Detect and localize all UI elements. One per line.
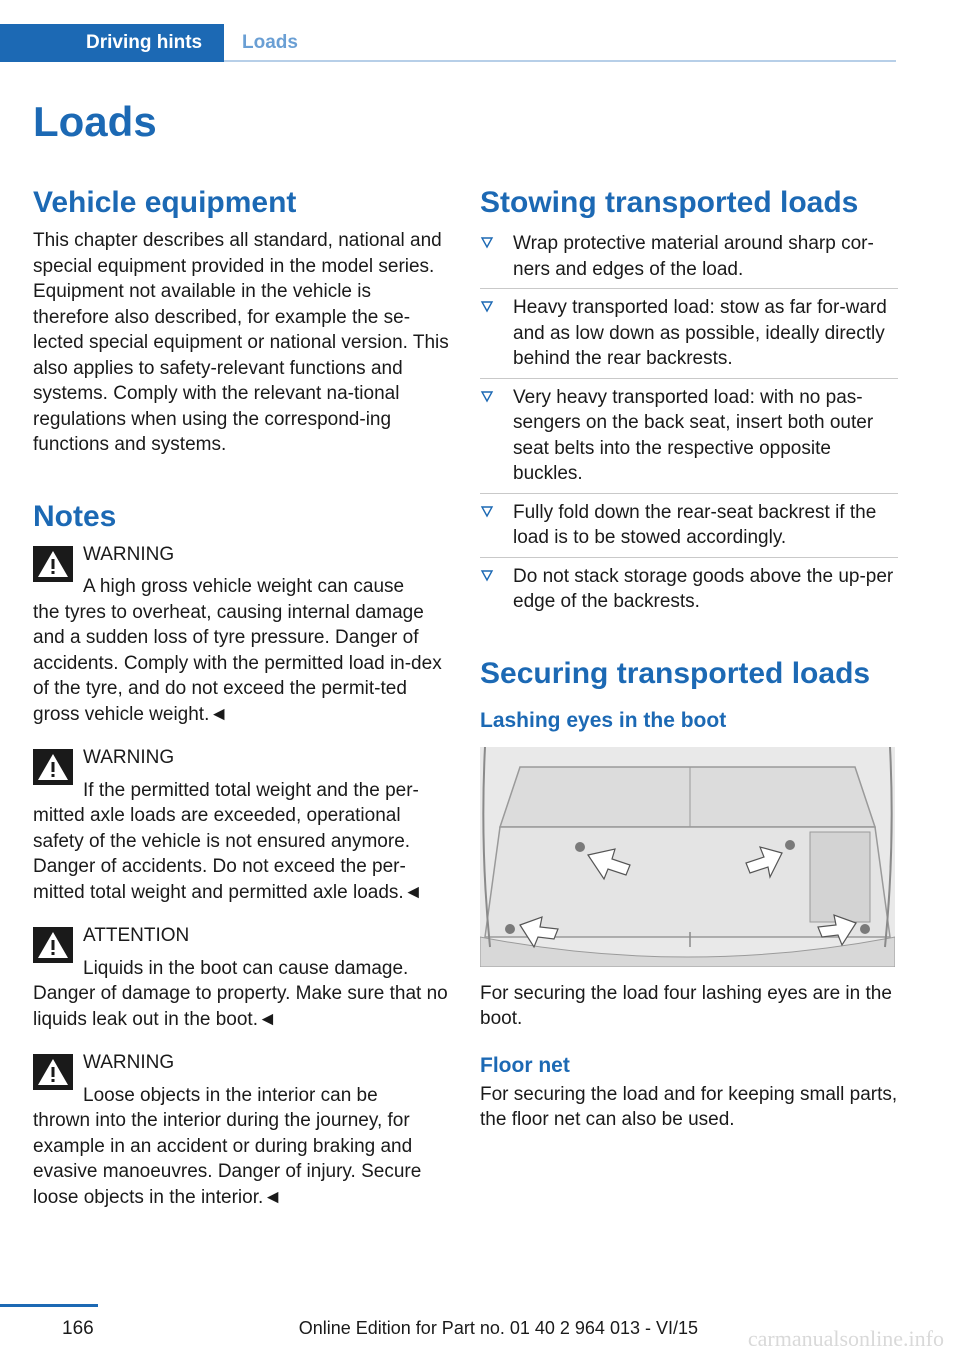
- triangle-bullet-icon: [480, 390, 494, 404]
- warning-triangle-icon: [33, 1054, 73, 1090]
- list-item-text: Very heavy transported load: with no pas-sengers on the back seat, insert both outer seat belts into the respective opposite buckles.: [513, 386, 874, 484]
- footer-divider: [0, 1304, 98, 1307]
- list-item-text: Do not stack storage goods above the up-per edge of the backrests.: [513, 565, 894, 612]
- notes-heading: Notes: [33, 499, 117, 533]
- warning-triangle-icon: [33, 927, 73, 963]
- left-column: [33, 184, 451, 1210]
- stowing-list: [480, 231, 898, 621]
- attention-block: [33, 923, 451, 1032]
- list-item: [480, 385, 898, 494]
- warning-first-line: If the permitted total weight and the per-: [83, 779, 419, 801]
- warning-block: [33, 542, 451, 728]
- warning-first-line: A high gross vehicle weight can cause: [83, 576, 405, 597]
- lashing-eyes-text: For securing the load four lashing eyes are in the boot.: [480, 982, 892, 1029]
- warning-text: the tyres to overheat, causing internal damage and a sudden loss of tyre pressure. Danger of accidents. Comply with the permitted load in-dex of the tyre, and do not exceed the permit-ted gross vehicle weight.◄: [33, 601, 442, 725]
- warning-first-line: Loose objects in the interior can be: [83, 1084, 378, 1106]
- attention-label: ATTENTION: [83, 925, 190, 946]
- triangle-bullet-icon: [480, 236, 494, 250]
- warning-triangle-icon: [33, 546, 73, 582]
- warning-triangle-icon: [33, 749, 73, 785]
- header-divider: [224, 60, 896, 62]
- lashing-eyes-heading: Lashing eyes in the boot: [480, 708, 727, 732]
- warning-label: WARNING: [83, 1052, 175, 1073]
- warning-label: WARNING: [83, 543, 175, 565]
- floor-net-heading: Floor net: [480, 1053, 570, 1077]
- watermark: carmanualsonline.info: [747, 1326, 944, 1351]
- list-item: [480, 231, 898, 289]
- stowing-heading: Stowing transported loads: [480, 186, 859, 219]
- list-item: [480, 564, 898, 621]
- warning-text: mitted axle loads are exceeded, operational safety of the vehicle is not ensured anymore. Danger of accidents. Do not exceed the per-mitted total weight and permitted axle loads.◄: [33, 805, 423, 903]
- warning-first-line: Liquids in the boot can cause damage.: [83, 957, 409, 979]
- vehicle-equipment-text: This chapter describes all standard, national and special equipment provided in the model series. Equipment not available in the vehicle is therefore also described, for example the se-lected special equipment or national version. This also applies to safety-relevant functions and systems. Comply with the relevant na-tional regulations when using the correspond-ing functions and systems.: [33, 230, 449, 455]
- warning-text: Danger of damage to property. Make sure that no liquids leak out in the boot.◄: [33, 983, 448, 1030]
- floor-net-text: For securing the load and for keeping small parts, the floor net can also be used.: [480, 1083, 898, 1130]
- boot-lashing-eyes-illustration: [480, 747, 895, 967]
- list-item: [480, 500, 898, 558]
- list-item-text: Heavy transported load: stow as far for-ward and as low down as possible, ideally directly behind the rear backrests.: [513, 297, 887, 369]
- triangle-bullet-icon: [480, 569, 494, 583]
- edition-text: Online Edition for Part no. 01 40 2 964 013 - VI/15: [298, 1318, 698, 1338]
- warning-label: WARNING: [83, 747, 175, 768]
- triangle-bullet-icon: [480, 300, 494, 314]
- warning-block: [33, 745, 451, 905]
- section-tab: Driving hints: [0, 24, 224, 62]
- page-header: [0, 24, 896, 62]
- warning-block: [33, 1050, 451, 1210]
- page-title: Loads: [33, 98, 157, 145]
- vehicle-equipment-heading: Vehicle equipment: [33, 186, 297, 219]
- securing-heading: Securing transported loads: [480, 656, 871, 690]
- topic-tab: Loads: [242, 32, 298, 53]
- list-item-text: Fully fold down the rear-seat backrest if the load is to be stowed accordingly.: [513, 501, 877, 548]
- page-number: 166: [62, 1318, 94, 1339]
- right-column: [480, 184, 898, 1133]
- warning-text: thrown into the interior during the journey, for example in an accident or during braking and evasive manoeuvres. Danger of injury. Secure loose objects in the interior.◄: [33, 1110, 422, 1208]
- list-item-text: Wrap protective material around sharp cor-ners and edges of the load.: [513, 233, 874, 280]
- triangle-bullet-icon: [480, 505, 494, 519]
- list-item: [480, 295, 898, 379]
